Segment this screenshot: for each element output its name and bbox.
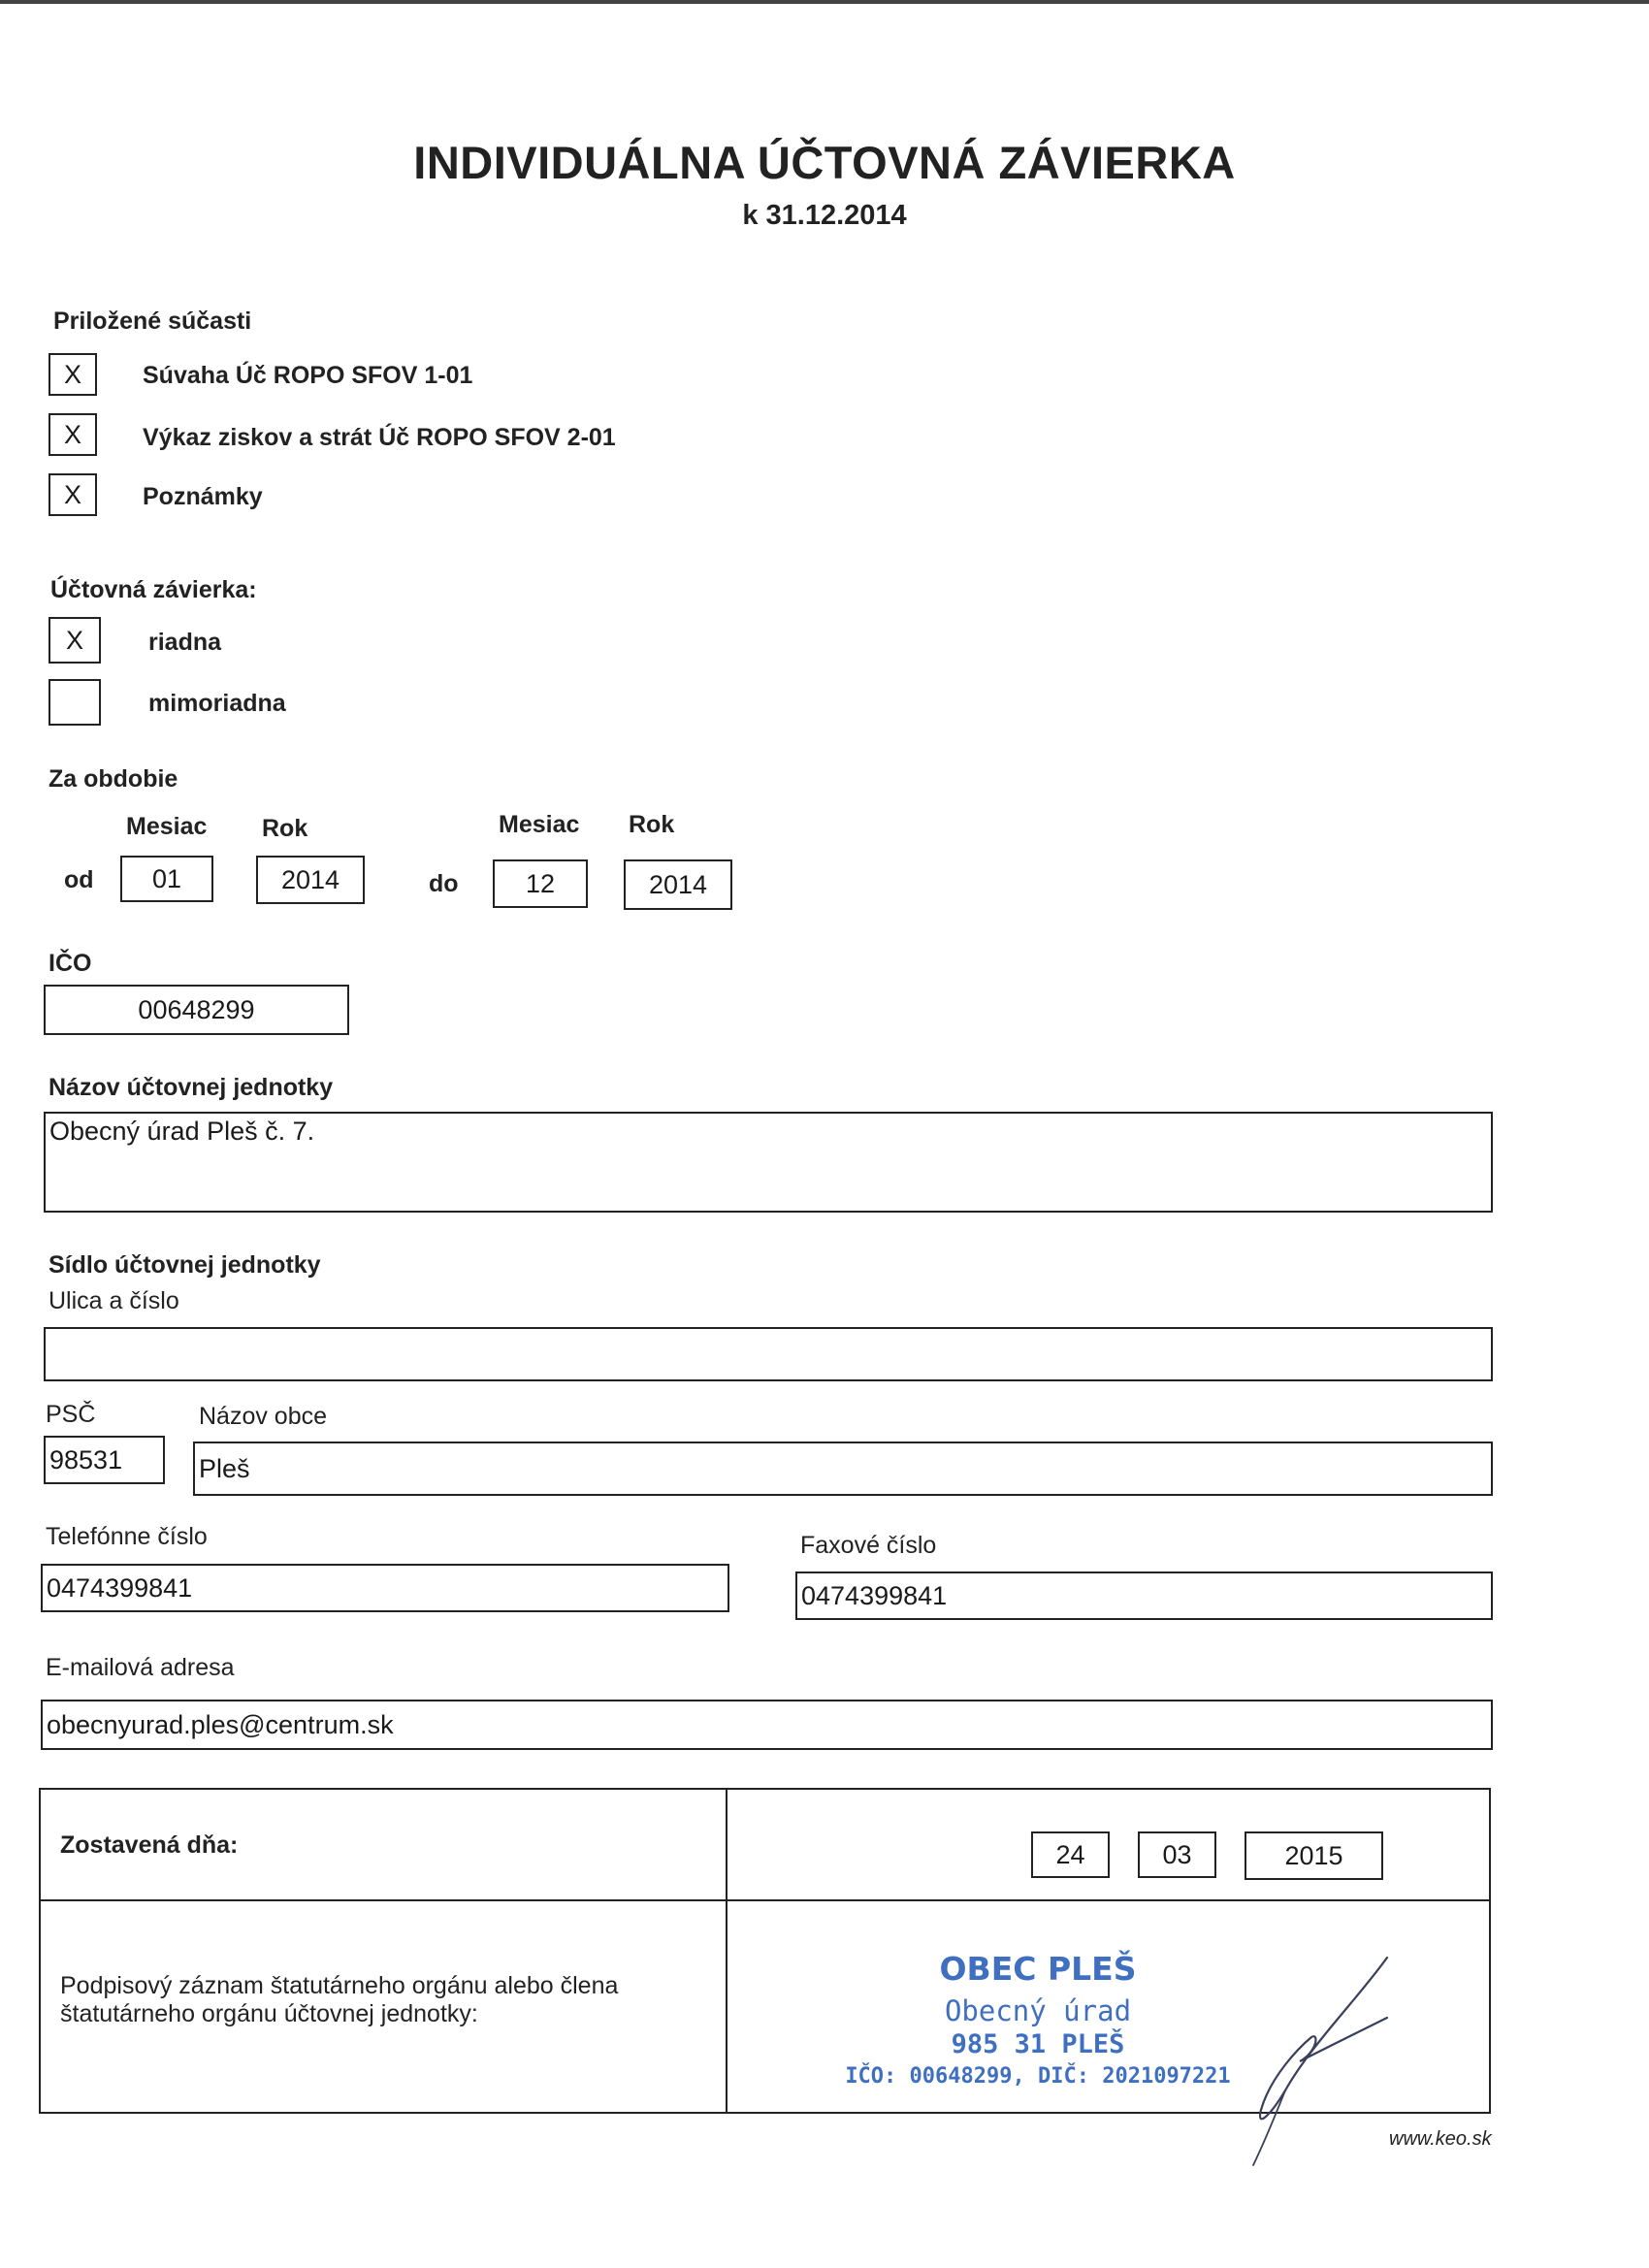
- fax-label: Faxové číslo: [800, 1532, 937, 1559]
- phone-label: Telefónne číslo: [46, 1523, 208, 1550]
- entity-name-label: Názov účtovnej jednotky: [48, 1074, 334, 1101]
- compiled-day-field[interactable]: 24: [1031, 1831, 1110, 1878]
- statement-type-checkbox-extraordinary[interactable]: [48, 679, 101, 726]
- address-heading: Sídlo účtovnej jednotky: [48, 1251, 321, 1279]
- compiled-year-field[interactable]: 2015: [1245, 1831, 1383, 1880]
- compiled-label: Zostavená dňa:: [60, 1831, 239, 1859]
- document-title: INDIVIDUÁLNA ÚČTOVNÁ ZÁVIERKA: [413, 137, 1236, 188]
- period-to-month-label: Mesiac: [499, 811, 580, 838]
- email-label: E-mailová adresa: [46, 1654, 235, 1681]
- period-from-label: od: [64, 866, 94, 893]
- period-to-year-label: Rok: [629, 811, 675, 838]
- entity-name-field[interactable]: Obecný úrad Pleš č. 7.: [44, 1112, 1493, 1213]
- street-label: Ulica a číslo: [48, 1287, 179, 1314]
- attachments-heading: Priložené súčasti: [53, 308, 252, 335]
- stamp-line-3: 985 31 PLEŠ: [951, 2029, 1125, 2059]
- phone-field[interactable]: 0474399841: [41, 1564, 729, 1612]
- attachment-checkbox-income[interactable]: X: [48, 413, 97, 456]
- attachment-checkbox-notes[interactable]: X: [48, 473, 97, 516]
- period-heading: Za obdobie: [48, 765, 178, 793]
- attachment-label-income: Výkaz ziskov a strát Úč ROPO SFOV 2-01: [143, 424, 616, 451]
- psc-label: PSČ: [46, 1401, 96, 1428]
- signature-label: Podpisový záznam štatutárneho orgánu alebo člena štatutárneho orgánu účtovnej jednotky:: [60, 1972, 619, 2027]
- top-border: [0, 0, 1649, 4]
- footer-website: www.keo.sk: [1389, 2128, 1492, 2150]
- fax-field[interactable]: 0474399841: [795, 1571, 1493, 1620]
- statement-type-checkbox-regular[interactable]: X: [48, 617, 101, 664]
- stamp-line-4: IČO: 00648299, DIČ: 2021097221: [845, 2064, 1231, 2089]
- period-to-year-field[interactable]: 2014: [624, 859, 732, 910]
- psc-field[interactable]: 98531: [44, 1436, 165, 1484]
- attachment-label-balance: Súvaha Úč ROPO SFOV 1-01: [143, 362, 473, 389]
- period-from-month-field[interactable]: 01: [120, 856, 213, 902]
- ico-field[interactable]: 00648299: [44, 985, 349, 1035]
- compiled-month-field[interactable]: 03: [1138, 1831, 1216, 1878]
- statement-type-label-regular: riadna: [148, 629, 222, 656]
- signature-table-row-divider: [39, 1899, 1491, 1901]
- ico-label: IČO: [48, 950, 92, 977]
- period-to-label: do: [429, 870, 459, 897]
- period-from-month-label: Mesiac: [126, 813, 208, 840]
- city-label: Názov obce: [199, 1403, 328, 1430]
- handwritten-signature: [1232, 1940, 1406, 2173]
- period-to-month-field[interactable]: 12: [493, 859, 588, 908]
- stamp-line-1: OBEC PLEŠ: [939, 1950, 1137, 1988]
- attachment-checkbox-balance[interactable]: X: [48, 353, 97, 396]
- street-field[interactable]: [44, 1327, 1493, 1381]
- email-field[interactable]: obecnyurad.ples@centrum.sk: [41, 1700, 1493, 1750]
- stamp-line-2: Obecný úrad: [944, 1994, 1132, 2027]
- city-field[interactable]: Pleš: [193, 1442, 1493, 1496]
- statement-type-heading: Účtovná závierka:: [50, 576, 257, 603]
- statement-type-label-extraordinary: mimoriadna: [148, 690, 286, 717]
- period-from-year-label: Rok: [262, 815, 308, 842]
- document-date: k 31.12.2014: [742, 200, 907, 231]
- attachment-label-notes: Poznámky: [143, 483, 263, 510]
- signature-table-divider: [726, 1788, 728, 2114]
- period-from-year-field[interactable]: 2014: [256, 856, 365, 904]
